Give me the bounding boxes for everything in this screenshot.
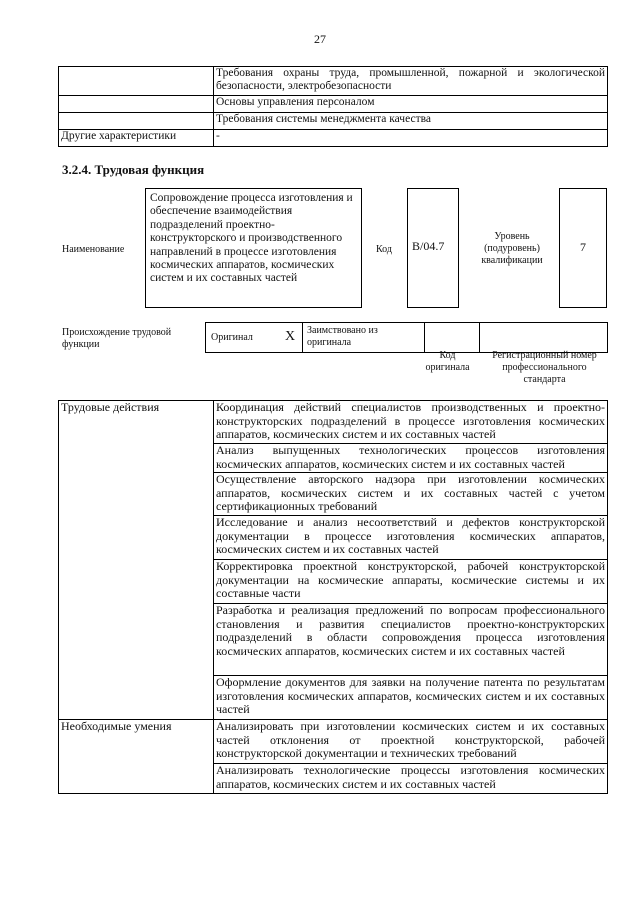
row-value: - (214, 130, 608, 147)
action-item: Координация действий специалистов производственных и проектно-конструкторских подразделений в процессе изготовления космических аппаратов, космических систем и их составных частей (214, 401, 608, 444)
action-item: Разработка и реализация предложений по вопросам профессионального становления и развития специалистов проектно-конструкторских подразделений в области сопровождения процесса изготовления космических аппаратов, космических систем и их составных частей (214, 604, 608, 676)
original-label: Оригинал (211, 332, 253, 343)
table-row (59, 720, 608, 764)
divider (424, 322, 425, 353)
level-label: Уровень (подуровень) квалификации (481, 231, 543, 266)
code-label: Код (376, 244, 392, 255)
name-value: Сопровождение процесса изготовления и обеспечение взаимодействия подразделений проектно-конструкторского и производственного направлений в процессе изготовления космических аппаратов, космических систем и их составных частей (145, 188, 362, 308)
borrowed-label: Заимствовано из оригинала (307, 325, 378, 348)
skill-item: Анализировать технологические процессы изготовления космических аппаратов, космических систем и их составных частей (214, 764, 608, 794)
level-value: 7 (559, 188, 607, 308)
section-title: 3.2.4. Трудовая функция (62, 162, 205, 177)
table-row (59, 67, 608, 96)
skill-item: Анализировать при изготовлении космических систем и их составных частей отклонения от проектной конструкторской, рабочей конструкторской документации и технических требований (214, 720, 608, 764)
table-row (59, 130, 608, 147)
row-label (59, 113, 214, 130)
row-value: Основы управления персоналом (214, 96, 608, 113)
top-table (58, 66, 608, 147)
main-table (58, 400, 608, 794)
table-row (59, 96, 608, 113)
reg-caption: Регистрационный номер профессионального стандарта (492, 350, 597, 385)
row-value: Требования охраны труда, промышленной, пожарной и экологической безопасности, электробезопасности (214, 67, 608, 96)
divider (302, 322, 303, 353)
action-item: Корректировка проектной конструкторской, рабочей конструкторской документации на космические аппараты, космические системы и их составные части (214, 560, 608, 604)
row-value: Требования системы менеджмента качества (214, 113, 608, 130)
action-item: Исследование и анализ несоответствий и дефектов конструкторской документации в процессе изготовления космических аппаратов, космических систем и их составных частей (214, 516, 608, 560)
action-item: Осуществление авторского надзора при изготовлении космических аппаратов, космических систем и их составных частей с учетом сертификационных требований (214, 473, 608, 516)
row-label (59, 67, 214, 96)
table-row (59, 113, 608, 130)
action-item: Анализ выпущенных технологических процессов изготовления космических аппаратов, космических систем и их составных частей (214, 444, 608, 473)
row-label (59, 96, 214, 113)
table-row (59, 401, 608, 444)
divider (479, 322, 480, 353)
code-caption: Код оригинала (425, 350, 470, 373)
page-number: 27 (314, 32, 326, 46)
original-mark: X (285, 329, 296, 344)
code-value: B/04.7 (407, 188, 459, 308)
origin-label: Происхождение трудовой функции (62, 327, 172, 350)
action-item: Оформление документов для заявки на получение патента по результатам изготовления космических аппаратов, космических систем и их составных частей (214, 676, 608, 720)
skills-label: Необходимые умения (59, 720, 214, 794)
name-label: Наименование (62, 244, 125, 255)
row-label: Другие характеристики (59, 130, 214, 147)
actions-label: Трудовые действия (59, 401, 214, 720)
